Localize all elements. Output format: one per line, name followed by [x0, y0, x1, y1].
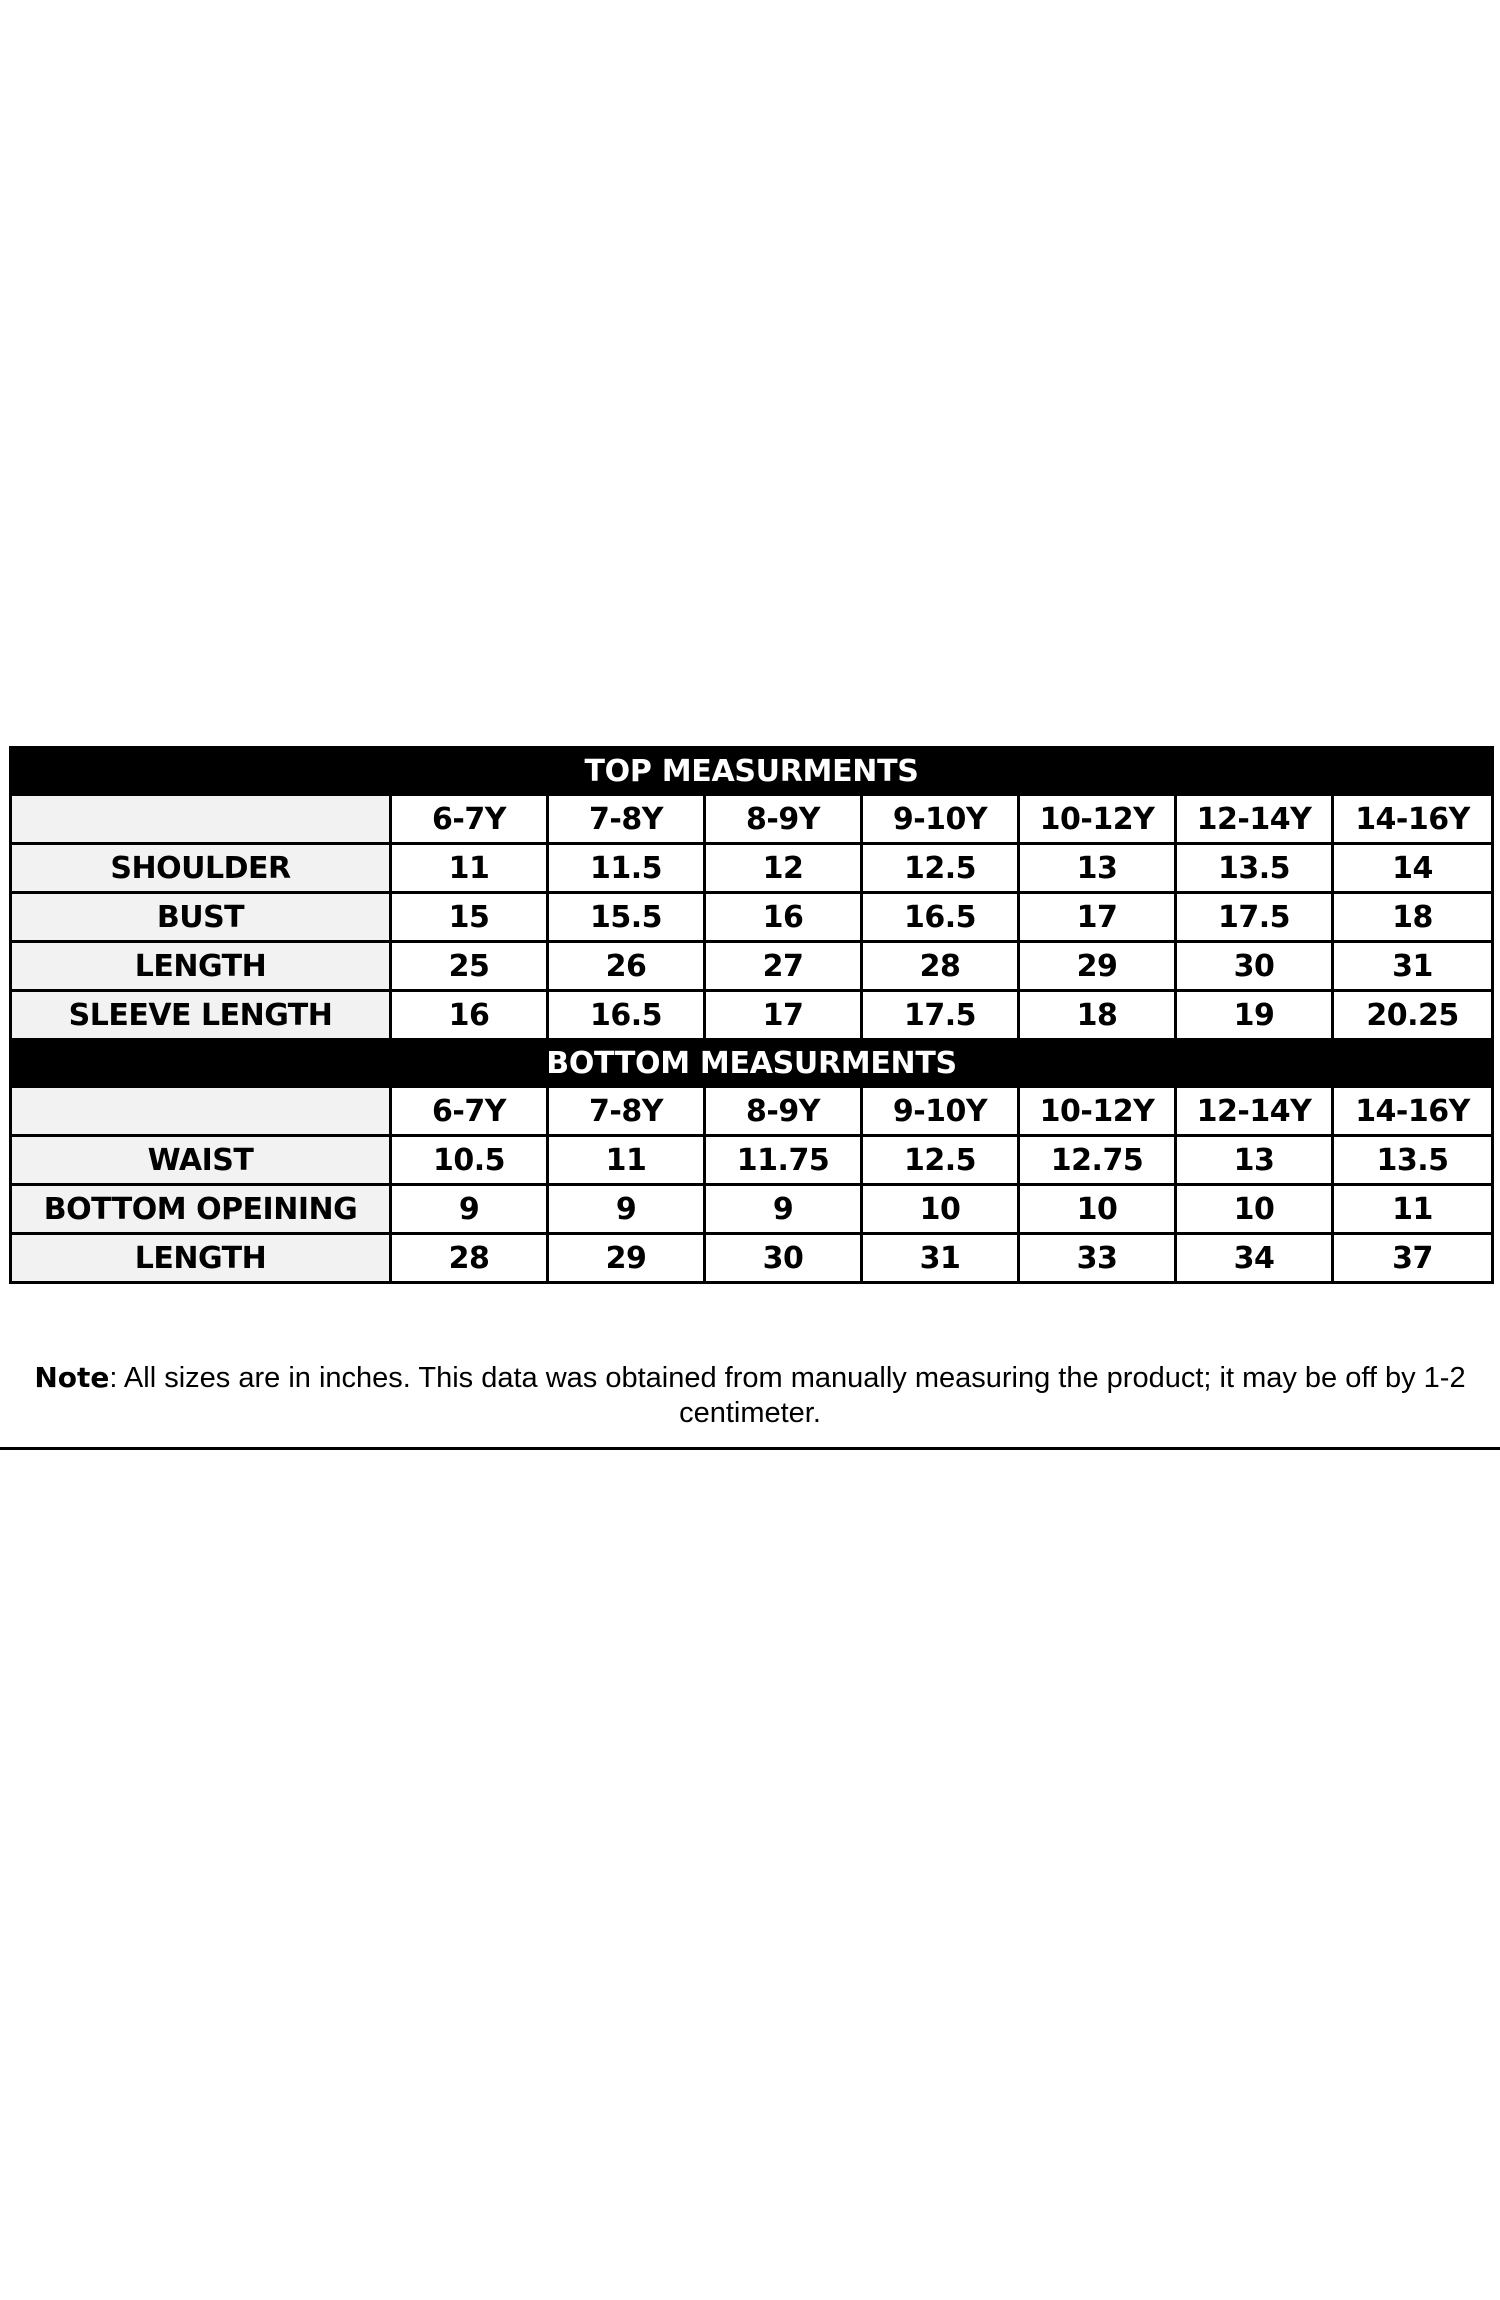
measurement-value: 28	[862, 942, 1019, 991]
measurement-value: 29	[548, 1234, 705, 1283]
measurement-value: 17	[705, 991, 862, 1040]
measurement-value: 14	[1333, 844, 1493, 893]
measurement-value: 20.25	[1333, 991, 1493, 1040]
bottom-size-header: 10-12Y	[1019, 1087, 1176, 1136]
measurement-value: 17	[1019, 893, 1176, 942]
measurement-value: 29	[1019, 942, 1176, 991]
measurement-value: 18	[1019, 991, 1176, 1040]
measurement-label: BUST	[11, 893, 391, 942]
measurement-value: 11	[1333, 1185, 1493, 1234]
top-measurement-row	[11, 942, 1493, 991]
bottom-header-blank-cell	[11, 1087, 391, 1136]
top-measurement-row	[11, 844, 1493, 893]
measurement-label: LENGTH	[11, 1234, 391, 1283]
top-size-header: 10-12Y	[1019, 795, 1176, 844]
measurement-value: 13	[1019, 844, 1176, 893]
measurement-value: 30	[1176, 942, 1333, 991]
top-size-header: 6-7Y	[391, 795, 548, 844]
top-size-header: 9-10Y	[862, 795, 1019, 844]
measurement-label: LENGTH	[11, 942, 391, 991]
measurement-value: 9	[391, 1185, 548, 1234]
measurement-value: 11.75	[705, 1136, 862, 1185]
measurement-value: 26	[548, 942, 705, 991]
measurement-value: 16.5	[862, 893, 1019, 942]
bottom-measurement-row	[11, 1234, 1493, 1283]
top-measurement-row	[11, 893, 1493, 942]
bottom-size-header: 7-8Y	[548, 1087, 705, 1136]
measurement-value: 9	[548, 1185, 705, 1234]
measurement-value: 9	[705, 1185, 862, 1234]
bottom-section-title: BOTTOM MEASURMENTS	[11, 1040, 1493, 1087]
measurement-value: 30	[705, 1234, 862, 1283]
divider-line	[0, 1447, 1500, 1450]
top-header-blank-cell	[11, 795, 391, 844]
bottom-size-header: 14-16Y	[1333, 1087, 1493, 1136]
bottom-measurements-section	[11, 1040, 1493, 1283]
measurement-label: BOTTOM OPEINING	[11, 1185, 391, 1234]
measurement-value: 13.5	[1333, 1136, 1493, 1185]
bottom-size-header: 9-10Y	[862, 1087, 1019, 1136]
measurement-value: 10.5	[391, 1136, 548, 1185]
measurement-value: 11	[548, 1136, 705, 1185]
measurement-value: 16	[391, 991, 548, 1040]
measurement-value: 11	[391, 844, 548, 893]
measurement-value: 10	[1019, 1185, 1176, 1234]
top-size-header: 12-14Y	[1176, 795, 1333, 844]
measurement-value: 31	[1333, 942, 1493, 991]
measurement-value: 27	[705, 942, 862, 991]
measurement-value: 12.5	[862, 1136, 1019, 1185]
bottom-size-header: 8-9Y	[705, 1087, 862, 1136]
top-size-header: 14-16Y	[1333, 795, 1493, 844]
note-label: Note	[34, 1361, 110, 1394]
measurement-value: 19	[1176, 991, 1333, 1040]
measurement-value: 12	[705, 844, 862, 893]
bottom-measurement-row	[11, 1136, 1493, 1185]
measurement-value: 12.5	[862, 844, 1019, 893]
note-text: : All sizes are in inches. This data was obtained from manually measuring the product; it may be off by 1-2 centimeter.	[109, 1362, 1466, 1429]
measurement-value: 10	[862, 1185, 1019, 1234]
bottom-size-header: 12-14Y	[1176, 1087, 1333, 1136]
measurement-value: 15.5	[548, 893, 705, 942]
measurement-table	[9, 746, 1494, 1284]
measurement-value: 17.5	[1176, 893, 1333, 942]
measurement-value: 18	[1333, 893, 1493, 942]
measurement-value: 13.5	[1176, 844, 1333, 893]
measurement-value: 16.5	[548, 991, 705, 1040]
top-size-header: 7-8Y	[548, 795, 705, 844]
measurement-value: 15	[391, 893, 548, 942]
size-chart	[9, 746, 1491, 1284]
top-size-header: 8-9Y	[705, 795, 862, 844]
measurement-label: SLEEVE LENGTH	[11, 991, 391, 1040]
bottom-size-header-row	[11, 1087, 1493, 1136]
top-size-header-row	[11, 795, 1493, 844]
measurement-note	[0, 1360, 1500, 1431]
measurement-value: 17.5	[862, 991, 1019, 1040]
measurement-value: 25	[391, 942, 548, 991]
measurement-value: 31	[862, 1234, 1019, 1283]
measurement-value: 11.5	[548, 844, 705, 893]
measurement-value: 13	[1176, 1136, 1333, 1185]
measurement-value: 16	[705, 893, 862, 942]
measurement-label: WAIST	[11, 1136, 391, 1185]
measurement-value: 34	[1176, 1234, 1333, 1283]
top-measurements-section	[11, 748, 1493, 1040]
top-section-title: TOP MEASURMENTS	[11, 748, 1493, 795]
bottom-size-header: 6-7Y	[391, 1087, 548, 1136]
bottom-measurement-row	[11, 1185, 1493, 1234]
measurement-value: 12.75	[1019, 1136, 1176, 1185]
measurement-value: 33	[1019, 1234, 1176, 1283]
top-measurement-row	[11, 991, 1493, 1040]
measurement-value: 10	[1176, 1185, 1333, 1234]
measurement-value: 28	[391, 1234, 548, 1283]
measurement-value: 37	[1333, 1234, 1493, 1283]
measurement-label: SHOULDER	[11, 844, 391, 893]
